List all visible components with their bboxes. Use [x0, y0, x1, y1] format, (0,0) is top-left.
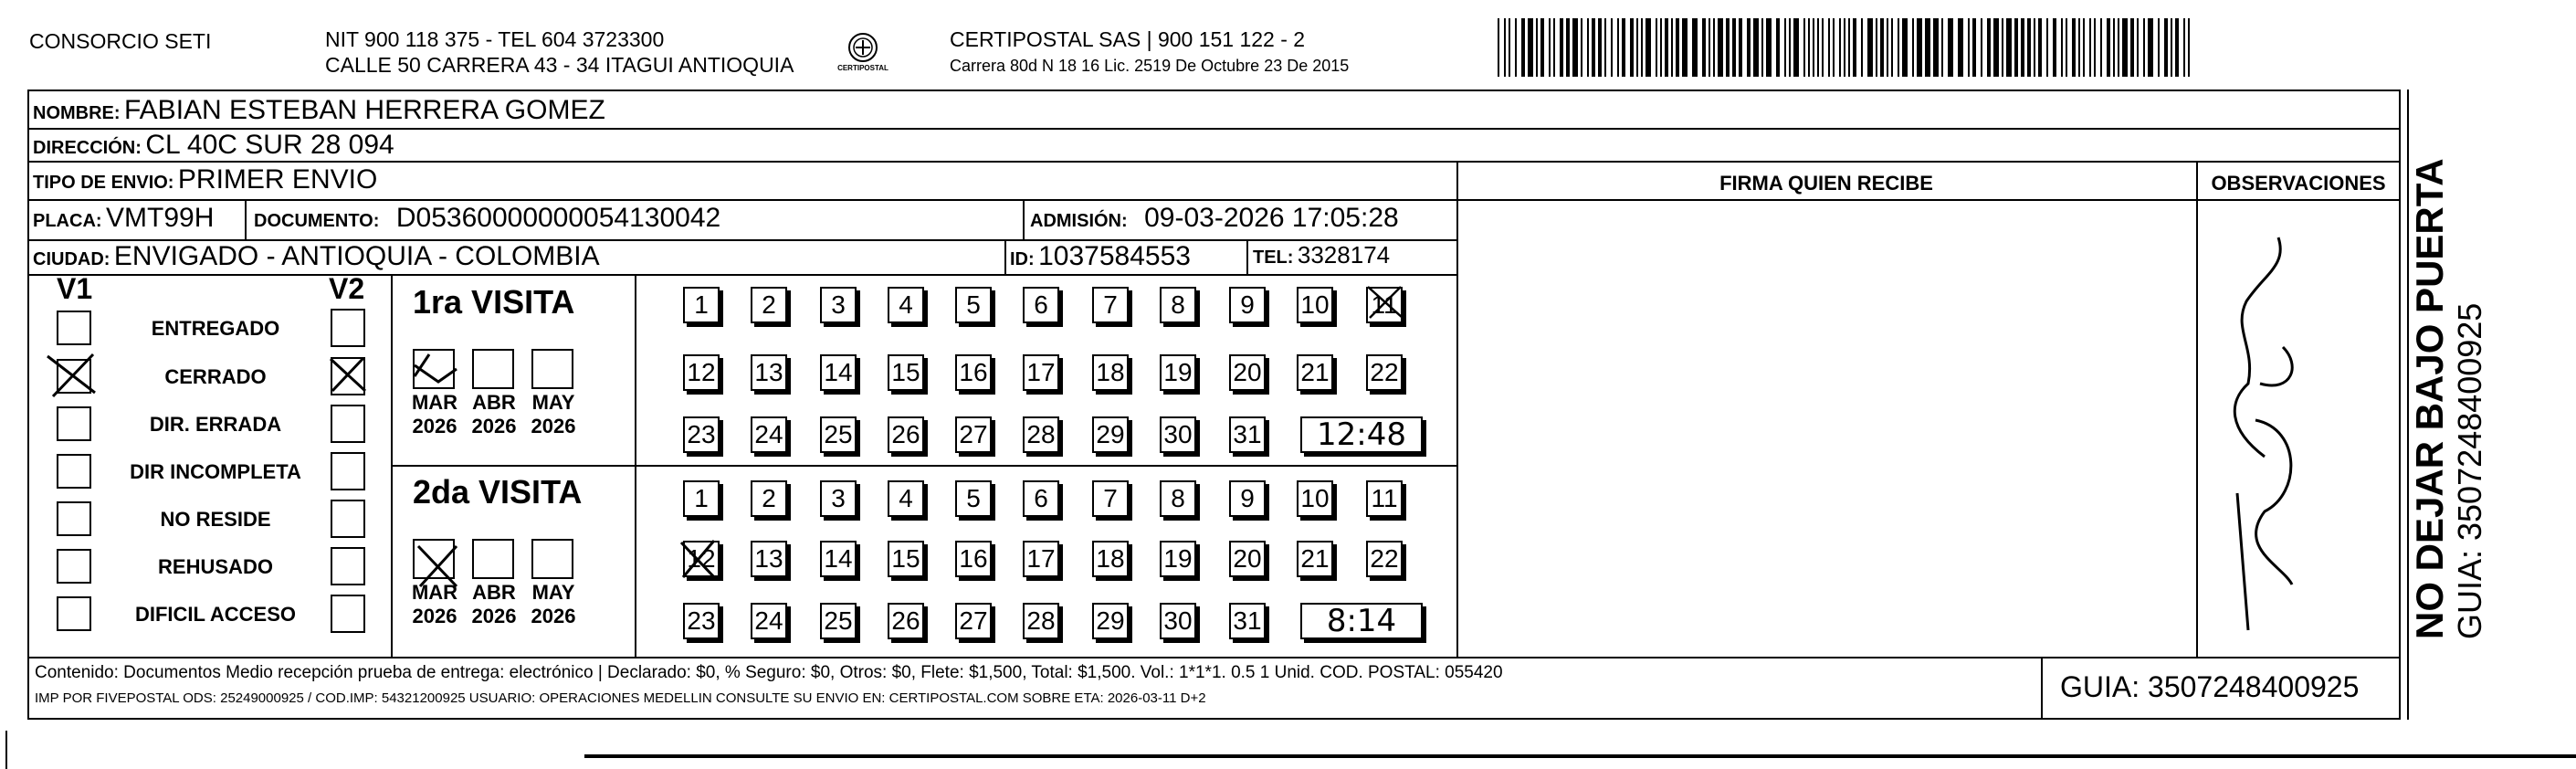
- day-box[interactable]: 9: [1229, 480, 1266, 517]
- day-box[interactable]: 15: [888, 541, 924, 577]
- month-label: [465, 391, 523, 438]
- v2-checkbox[interactable]: [331, 595, 365, 633]
- direccion-label: DIRECCIÓN:: [33, 138, 142, 158]
- day-box[interactable]: 25: [820, 603, 857, 639]
- day-box[interactable]: 28: [1023, 603, 1059, 639]
- nombre-field: [33, 95, 605, 126]
- status-label: DIFICIL ACCESO: [134, 603, 296, 626]
- day-box[interactable]: 20: [1229, 541, 1266, 577]
- day-box[interactable]: 1: [683, 480, 720, 517]
- status-label: ENTREGADO: [151, 317, 280, 340]
- day-box[interactable]: 17: [1023, 354, 1059, 391]
- address-line: CALLE 50 CARRERA 43 - 34 ITAGUI ANTIOQUIA: [325, 53, 794, 77]
- month-year: 2026: [412, 415, 457, 437]
- tel-field: [1253, 241, 1390, 269]
- observaciones-label: OBSERVACIONES: [2211, 172, 2386, 195]
- day-box[interactable]: 2: [751, 480, 787, 517]
- day-box[interactable]: 19: [1160, 354, 1196, 391]
- tipo-value: PRIMER ENVIO: [177, 164, 378, 195]
- ciudad-label: CIUDAD:: [33, 249, 110, 269]
- id-field: [1010, 241, 1191, 272]
- month-checkbox[interactable]: [531, 539, 573, 579]
- tel-label: TEL:: [1253, 248, 1294, 268]
- day-box[interactable]: 30: [1160, 416, 1196, 453]
- day-box[interactable]: 18: [1092, 354, 1129, 391]
- day-box[interactable]: 4: [888, 287, 924, 323]
- v1-checkbox[interactable]: [57, 501, 91, 536]
- day-box[interactable]: 29: [1092, 603, 1129, 639]
- v2-checkbox[interactable]: [331, 500, 365, 538]
- day-box[interactable]: 7: [1092, 480, 1129, 517]
- status-label: REHUSADO: [158, 555, 273, 578]
- v1-checkbox[interactable]: [57, 596, 91, 631]
- day-box[interactable]: 14: [820, 541, 857, 577]
- day-box[interactable]: 22: [1366, 354, 1403, 391]
- day-box[interactable]: 17: [1023, 541, 1059, 577]
- month-name: MAR: [411, 391, 458, 414]
- day-box[interactable]: 15: [888, 354, 924, 391]
- day-box[interactable]: 5: [955, 287, 992, 323]
- v1-label: V1: [57, 272, 93, 305]
- admision-label: ADMISIÓN:: [1030, 211, 1128, 231]
- day-box[interactable]: 23: [683, 603, 720, 639]
- day-box[interactable]: 13: [751, 541, 787, 577]
- id-value: 1037584553: [1038, 241, 1191, 271]
- imp-line: IMP POR FIVEPOSTAL ODS: 25249000925 / COD.IMP: 54321200925 USUARIO: OPERACIONES MEDELLIN CONSULTE SU ENVIO EN: CERTIPOSTAL.COM SOBRE ETA: 2026-03-11 D+2: [35, 690, 1206, 706]
- day-box[interactable]: 12: [683, 354, 720, 391]
- day-box[interactable]: 7: [1092, 287, 1129, 323]
- admision-value: 09-03-2026 17:05:28: [1144, 203, 1399, 233]
- month-checkbox[interactable]: [413, 349, 455, 389]
- month-year: 2026: [471, 415, 517, 437]
- status-label: NO RESIDE: [160, 508, 271, 531]
- month-checkbox[interactable]: [472, 539, 514, 579]
- day-box[interactable]: 18: [1092, 541, 1129, 577]
- ciudad-field: [33, 241, 600, 272]
- visit2-title: 2da VISITA: [413, 473, 583, 511]
- placa-field: [33, 203, 214, 234]
- admision-field: [1030, 203, 1399, 234]
- firma-label: FIRMA QUIEN RECIBE: [1719, 172, 1933, 195]
- day-box[interactable]: 31: [1229, 603, 1266, 639]
- day-box[interactable]: 21: [1297, 354, 1333, 391]
- month-name: ABR: [472, 581, 516, 604]
- nombre-label: NOMBRE:: [33, 103, 121, 123]
- day-box[interactable]: 1: [683, 287, 720, 323]
- month-label: [524, 581, 583, 628]
- day-box[interactable]: 29: [1092, 416, 1129, 453]
- day-box[interactable]: 13: [751, 354, 787, 391]
- day-box[interactable]: 24: [751, 416, 787, 453]
- v2-checkbox[interactable]: [331, 309, 365, 347]
- month-label: [465, 581, 523, 628]
- no-dejar-warning: NO DEJAR BAJO PUERTA: [2408, 158, 2451, 639]
- month-name: MAR: [411, 581, 458, 604]
- visit-time-box[interactable]: 12:48: [1300, 416, 1423, 453]
- day-box[interactable]: 8: [1160, 287, 1196, 323]
- tel-value: 3328174: [1297, 241, 1391, 269]
- month-label: [524, 391, 583, 438]
- month-year: 2026: [471, 605, 517, 627]
- v2-checkbox[interactable]: [331, 452, 365, 490]
- month-name: ABR: [472, 391, 516, 414]
- contenido-line: Contenido: Documentos Medio recepción prueba de entrega: electrónico | Declarado: $0, % Seguro: $0, Otros: $0, Flete: $1,500, Total: $1,500. Vol.: 1*1*1. 0.5 1 Unid. COD. POSTAL: 055420: [35, 663, 1503, 682]
- direccion-value: CL 40C SUR 28 094: [145, 130, 394, 160]
- status-label: DIR INCOMPLETA: [130, 460, 301, 483]
- day-box[interactable]: 26: [888, 416, 924, 453]
- day-box[interactable]: 20: [1229, 354, 1266, 391]
- day-box[interactable]: 10: [1297, 287, 1333, 323]
- logo-text: CERTIPOSTAL: [837, 64, 888, 72]
- month-name: MAY: [531, 581, 575, 604]
- v2-checkbox[interactable]: [331, 357, 365, 395]
- company-name: CONSORCIO SETI: [29, 29, 212, 53]
- placa-label: PLACA:: [33, 211, 102, 231]
- month-name: MAY: [531, 391, 575, 414]
- day-box[interactable]: 22: [1366, 541, 1403, 577]
- day-box[interactable]: 31: [1229, 416, 1266, 453]
- day-box[interactable]: 28: [1023, 416, 1059, 453]
- day-box[interactable]: 2: [751, 287, 787, 323]
- day-box[interactable]: 12: [683, 541, 720, 577]
- v2-checkbox[interactable]: [331, 405, 365, 443]
- nombre-value: FABIAN ESTEBAN HERRERA GOMEZ: [124, 95, 605, 125]
- status-label: CERRADO: [164, 365, 267, 388]
- direccion-field: [33, 130, 394, 161]
- day-box[interactable]: 21: [1297, 541, 1333, 577]
- day-box[interactable]: 3: [820, 480, 857, 517]
- day-box[interactable]: 25: [820, 416, 857, 453]
- day-box[interactable]: 27: [955, 603, 992, 639]
- placa-value: VMT99H: [106, 203, 215, 233]
- month-checkbox[interactable]: [413, 539, 455, 579]
- certipostal-logo: [836, 31, 890, 79]
- month-checkbox[interactable]: [472, 349, 514, 389]
- status-label: DIR. ERRADA: [149, 413, 282, 436]
- day-box[interactable]: 14: [820, 354, 857, 391]
- side-label: [2409, 91, 2573, 639]
- documento-field: [254, 203, 720, 234]
- side-guia: GUIA: 3507248400925: [2451, 302, 2488, 639]
- footer-guia: GUIA: 3507248400925: [2060, 670, 2360, 703]
- month-label: [405, 581, 464, 628]
- day-box[interactable]: 10: [1297, 480, 1333, 517]
- month-year: 2026: [531, 415, 576, 437]
- id-label: ID:: [1010, 249, 1035, 269]
- v1-checkbox[interactable]: [57, 406, 91, 441]
- day-box[interactable]: 16: [955, 354, 992, 391]
- v2-checkbox[interactable]: [331, 547, 365, 585]
- day-box[interactable]: 24: [751, 603, 787, 639]
- v1-checkbox[interactable]: [57, 454, 91, 489]
- month-label: [405, 391, 464, 438]
- day-box[interactable]: 19: [1160, 541, 1196, 577]
- tipo-label: TIPO DE ENVIO:: [33, 173, 174, 193]
- v1-checkbox[interactable]: [57, 359, 91, 394]
- visit-time-box[interactable]: 8:14: [1300, 603, 1423, 639]
- day-box[interactable]: 11: [1366, 287, 1403, 323]
- tipo-envio-field: [33, 164, 377, 195]
- documento-value: D05360000000054130042: [395, 203, 721, 233]
- day-box[interactable]: 27: [955, 416, 992, 453]
- day-box[interactable]: 26: [888, 603, 924, 639]
- day-box[interactable]: 6: [1023, 287, 1059, 323]
- day-box[interactable]: 30: [1160, 603, 1196, 639]
- month-year: 2026: [531, 605, 576, 627]
- day-box[interactable]: 11: [1366, 480, 1403, 517]
- day-box[interactable]: 4: [888, 480, 924, 517]
- v1-checkbox[interactable]: [57, 311, 91, 345]
- day-box[interactable]: 6: [1023, 480, 1059, 517]
- v1-checkbox[interactable]: [57, 549, 91, 584]
- documento-label: DOCUMENTO:: [254, 211, 380, 231]
- month-year: 2026: [412, 605, 457, 627]
- ciudad-value: ENVIGADO - ANTIOQUIA - COLOMBIA: [113, 241, 600, 271]
- visit1-title: 1ra VISITA: [413, 283, 575, 321]
- license-line: Carrera 80d N 18 16 Lic. 2519 De Octubre 23 De 2015: [950, 57, 1350, 75]
- day-box[interactable]: 23: [683, 416, 720, 453]
- day-box[interactable]: 9: [1229, 287, 1266, 323]
- day-box[interactable]: 3: [820, 287, 857, 323]
- barcode: [1498, 18, 2201, 82]
- v2-label: V2: [329, 272, 365, 305]
- day-box[interactable]: 5: [955, 480, 992, 517]
- nit-line: NIT 900 118 375 - TEL 604 3723300: [325, 27, 665, 51]
- month-checkbox[interactable]: [531, 349, 573, 389]
- day-box[interactable]: 16: [955, 541, 992, 577]
- day-box[interactable]: 8: [1160, 480, 1196, 517]
- certipostal-line: CERTIPOSTAL SAS | 900 151 122 - 2: [950, 27, 1306, 51]
